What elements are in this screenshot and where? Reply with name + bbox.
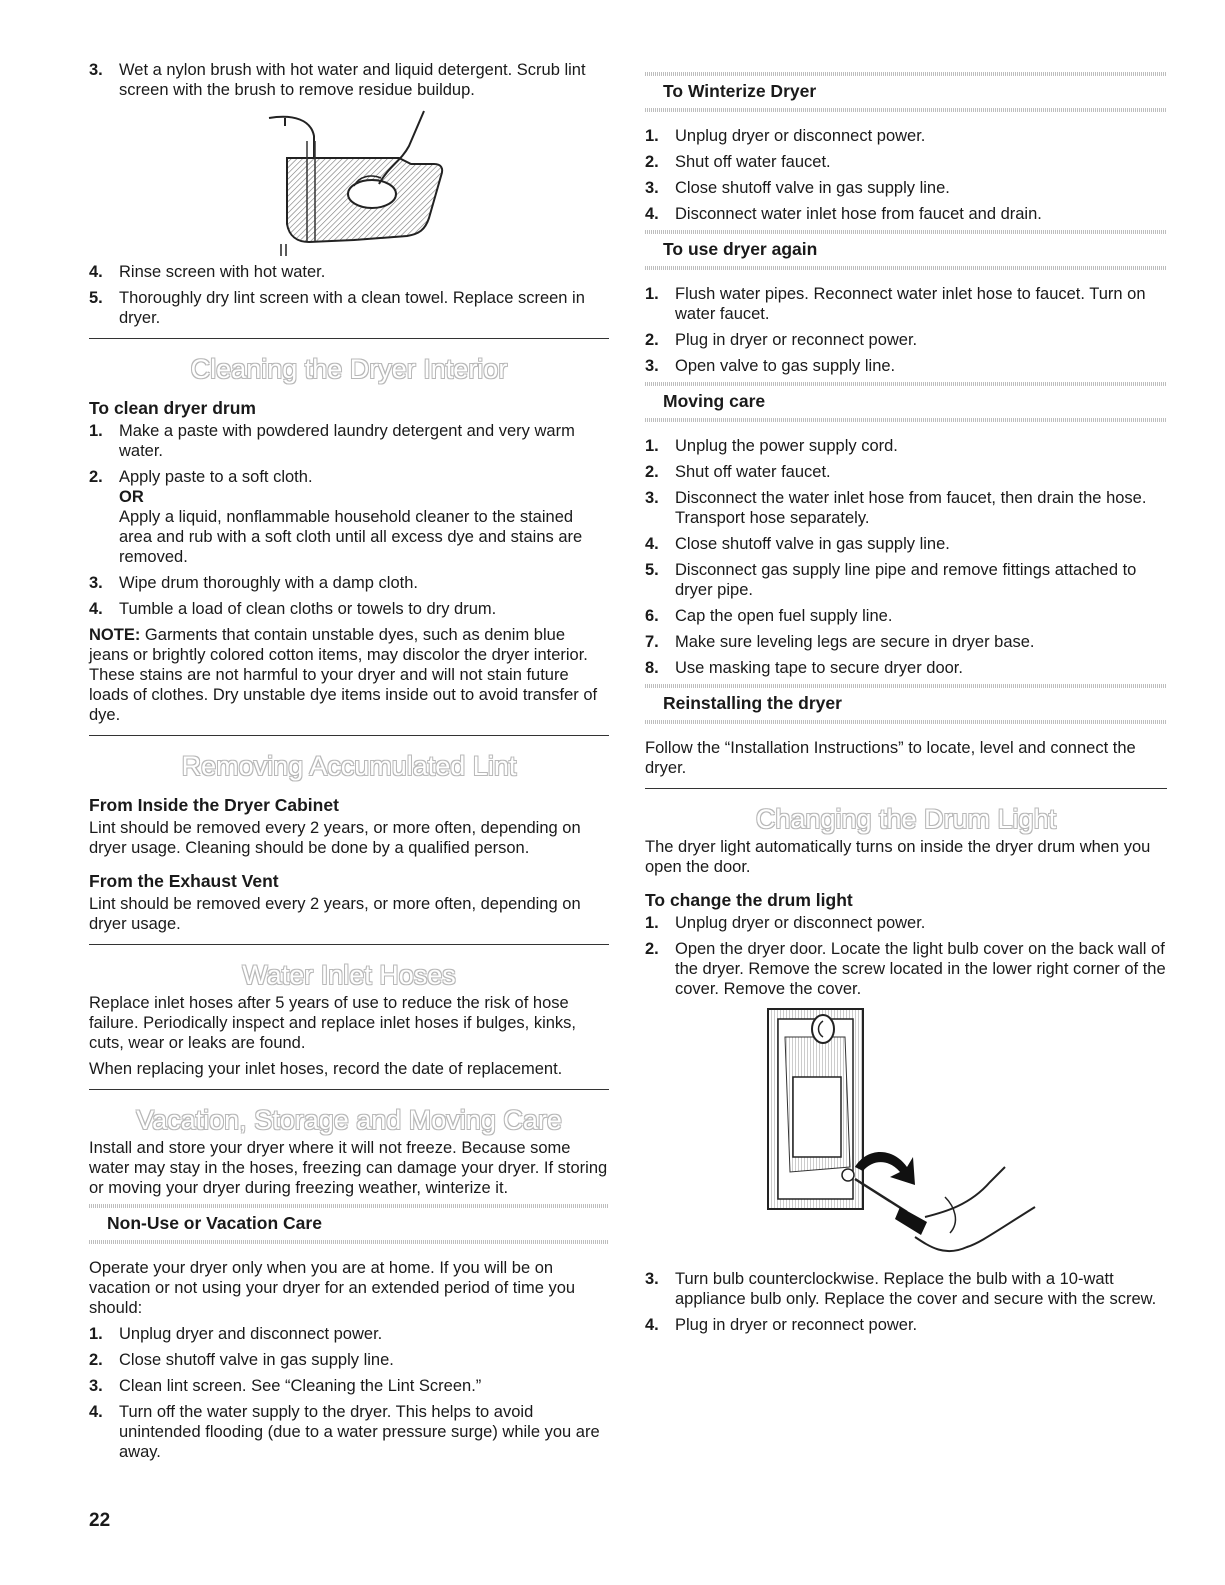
section-divider	[645, 788, 1167, 789]
list-item	[645, 488, 1167, 528]
moving-heading-band	[645, 382, 1167, 422]
step-text: Unplug dryer and disconnect power.	[119, 1325, 383, 1343]
hoses-paragraph-2: When replacing your inlet hoses, record the date of replacement.	[89, 1060, 563, 1078]
page-number: 22	[89, 1510, 111, 1531]
step-number: 1.	[645, 127, 659, 145]
section-title-lint: Removing Accumulated Lint	[181, 751, 517, 781]
section-title-drum-light: Changing the Drum Light	[755, 804, 1057, 834]
list-item	[645, 1315, 1167, 1335]
dotted-rule	[645, 382, 1167, 386]
cabinet-heading: From Inside the Dryer Cabinet	[89, 795, 339, 815]
step-number: 4.	[89, 600, 103, 618]
section-title-hoses: Water Inlet Hoses	[242, 960, 456, 990]
step-number: 2.	[89, 468, 103, 486]
list-item	[89, 1350, 609, 1370]
list-item	[645, 560, 1167, 600]
section-title-cleaning: Cleaning the Dryer Interior	[190, 354, 508, 384]
reinstall-heading: Reinstalling the dryer	[663, 693, 842, 713]
step-text: Rinse screen with hot water.	[119, 263, 326, 281]
step-text: Cap the open fuel supply line.	[675, 607, 893, 625]
step-number: 1.	[645, 914, 659, 932]
change-light-steps-a	[645, 913, 1167, 999]
step-text: Close shutoff valve in gas supply line.	[119, 1351, 394, 1369]
or-label: OR	[119, 488, 144, 506]
step-text: Turn bulb counterclockwise. Replace the bulb with a 10-watt appliance bulb only. Replace the cover and secure with the screw.	[675, 1270, 1157, 1308]
note-paragraph	[89, 625, 609, 725]
step-text: Disconnect the water inlet hose from faucet, then drain the hose. Transport hose separately.	[675, 489, 1147, 527]
section-divider	[89, 338, 609, 339]
step-number: 4.	[89, 1403, 103, 1421]
again-steps	[645, 284, 1167, 376]
list-item	[645, 152, 1167, 172]
drum-light-cover-illustration	[645, 1007, 1167, 1257]
list-item	[89, 467, 609, 567]
list-item	[645, 178, 1167, 198]
section-title-vacation: Vacation, Storage and Moving Care	[136, 1105, 562, 1135]
drum-light-paragraph: The dryer light automatically turns on inside the dryer drum when you open the door.	[645, 838, 1151, 876]
step-number: 2.	[645, 331, 659, 349]
step-text: Tumble a load of clean cloths or towels to dry drum.	[119, 600, 497, 618]
lint-screen-brush-illustration	[89, 106, 609, 256]
dotted-rule	[645, 266, 1167, 270]
list-item	[645, 534, 1167, 554]
moving-steps	[645, 436, 1167, 678]
moving-heading: Moving care	[663, 391, 766, 411]
nonuse-paragraph: Operate your dryer only when you are at home. If you will be on vacation or not using your dryer for an extended period of time you should:	[89, 1259, 576, 1317]
step-number: 1.	[645, 285, 659, 303]
lint-screen-steps-b	[89, 262, 609, 328]
step-text: Clean lint screen. See “Cleaning the Lint Screen.”	[119, 1377, 482, 1395]
step-text: Shut off water faucet.	[675, 153, 831, 171]
step-number: 1.	[645, 437, 659, 455]
step-text: Unplug the power supply cord.	[675, 437, 898, 455]
nonuse-heading: Non-Use or Vacation Care	[107, 1213, 322, 1233]
step-text: Open valve to gas supply line.	[675, 357, 896, 375]
nonuse-heading-band	[89, 1204, 609, 1244]
reinstall-text: Follow the “Installation Instructions” to locate, level and connect the dryer.	[645, 739, 1136, 777]
left-column	[89, 60, 609, 1468]
right-column	[645, 60, 1167, 1341]
step-text: Unplug dryer or disconnect power.	[675, 127, 926, 145]
step-number: 4.	[645, 1316, 659, 1334]
step-number: 3.	[89, 574, 103, 592]
list-item	[89, 60, 609, 100]
dotted-rule	[645, 108, 1167, 112]
step-number: 2.	[645, 153, 659, 171]
list-item	[645, 330, 1167, 350]
reinstall-heading-band	[645, 684, 1167, 724]
step-text: Make a paste with powdered laundry detergent and very warm water.	[119, 422, 575, 460]
exhaust-text: Lint should be removed every 2 years, or more often, depending on dryer usage.	[89, 895, 581, 933]
list-item	[645, 126, 1167, 146]
step-text: Disconnect gas supply line pipe and remove fittings attached to dryer pipe.	[675, 561, 1137, 599]
step-number: 2.	[645, 463, 659, 481]
dotted-rule	[89, 1240, 609, 1244]
step-number: 5.	[645, 561, 659, 579]
lint-screen-steps-a	[89, 60, 609, 100]
dotted-rule	[645, 72, 1167, 76]
light-cover-screwdriver-icon	[645, 1007, 1167, 1257]
step-text: Wet a nylon brush with hot water and liquid detergent. Scrub lint screen with the brush to remove residue buildup.	[119, 61, 586, 99]
step-text: Make sure leveling legs are secure in dryer base.	[675, 633, 1035, 651]
step-number: 1.	[89, 422, 103, 440]
vacation-paragraph: Install and store your dryer where it will not freeze. Because some water may stay in the hoses, freezing can damage your dryer. If storing or moving your dryer during freezing weather, winterize it.	[89, 1139, 608, 1197]
change-light-steps-b	[645, 1269, 1167, 1335]
list-item	[89, 599, 609, 619]
step-number: 5.	[89, 289, 103, 307]
list-item	[89, 421, 609, 461]
step-number: 3.	[645, 1270, 659, 1288]
winterize-steps	[645, 126, 1167, 224]
step-number: 4.	[645, 535, 659, 553]
list-item	[645, 356, 1167, 376]
step-text: Shut off water faucet.	[675, 463, 831, 481]
section-divider	[89, 944, 609, 945]
list-item	[89, 288, 609, 328]
section-divider	[89, 735, 609, 736]
step-number: 3.	[645, 357, 659, 375]
step-alt-text: Apply a liquid, nonflammable household cleaner to the stained area and rub with a soft cloth until all excess dye and stains are removed.	[119, 508, 583, 566]
step-text: Flush water pipes. Reconnect water inlet hose to faucet. Turn on water faucet.	[675, 285, 1146, 323]
step-number: 4.	[89, 263, 103, 281]
again-heading-band	[645, 230, 1167, 270]
section-divider	[89, 1089, 609, 1090]
step-text: Open the dryer door. Locate the light bulb cover on the back wall of the dryer. Remove the screw located in the lower right corner of the cover. Remove the cover.	[675, 940, 1166, 998]
clean-drum-heading: To clean dryer drum	[89, 398, 256, 418]
list-item	[645, 204, 1167, 224]
step-text: Disconnect water inlet hose from faucet and drain.	[675, 205, 1042, 223]
clean-drum-steps	[89, 421, 609, 619]
list-item	[89, 1324, 609, 1344]
step-text: Close shutoff valve in gas supply line.	[675, 179, 950, 197]
list-item	[645, 658, 1167, 678]
step-text: Close shutoff valve in gas supply line.	[675, 535, 950, 553]
dotted-rule	[645, 684, 1167, 688]
step-number: 8.	[645, 659, 659, 677]
winterize-heading: To Winterize Dryer	[663, 81, 817, 101]
step-number: 3.	[89, 61, 103, 79]
list-item	[645, 939, 1167, 999]
step-number: 7.	[645, 633, 659, 651]
list-item	[645, 606, 1167, 626]
step-text: Thoroughly dry lint screen with a clean towel. Replace screen in dryer.	[119, 289, 585, 327]
step-number: 3.	[645, 179, 659, 197]
list-item	[89, 262, 609, 282]
step-text: Unplug dryer or disconnect power.	[675, 914, 926, 932]
dotted-rule	[645, 418, 1167, 422]
list-item	[645, 436, 1167, 456]
step-text: Apply paste to a soft cloth.	[119, 468, 313, 486]
list-item	[645, 462, 1167, 482]
list-item	[645, 1269, 1167, 1309]
change-light-heading: To change the drum light	[645, 890, 853, 910]
step-text: Plug in dryer or reconnect power.	[675, 1316, 918, 1334]
again-heading: To use dryer again	[663, 239, 818, 259]
dotted-rule	[645, 720, 1167, 724]
list-item	[645, 632, 1167, 652]
exhaust-heading: From the Exhaust Vent	[89, 871, 279, 891]
step-text: Use masking tape to secure dryer door.	[675, 659, 963, 677]
step-number: 2.	[645, 940, 659, 958]
list-item	[89, 1376, 609, 1396]
step-number: 3.	[645, 489, 659, 507]
note-text: Garments that contain unstable dyes, such as denim blue jeans or brightly colored cotton items, may discolor the dryer interior. These stains are not harmful to your dryer and will not stain future loads of clothes. Dry unstable dye items inside out to avoid transfer of dye.	[89, 626, 598, 724]
nonuse-steps	[89, 1324, 609, 1462]
step-number: 2.	[89, 1351, 103, 1369]
list-item	[89, 1402, 609, 1462]
winterize-heading-band	[645, 72, 1167, 112]
cabinet-text: Lint should be removed every 2 years, or more often, depending on dryer usage. Cleaning should be done by a qualified person.	[89, 819, 581, 857]
step-text: Wipe drum thoroughly with a damp cloth.	[119, 574, 418, 592]
lint-screen-brush-icon	[89, 106, 609, 256]
dotted-rule	[645, 230, 1167, 234]
step-text: Plug in dryer or reconnect power.	[675, 331, 918, 349]
step-number: 6.	[645, 607, 659, 625]
step-number: 3.	[89, 1377, 103, 1395]
step-text: Turn off the water supply to the dryer. This helps to avoid unintended flooding (due to a water pressure surge) while you are away.	[119, 1403, 600, 1461]
list-item	[645, 913, 1167, 933]
list-item	[89, 573, 609, 593]
step-number: 4.	[645, 205, 659, 223]
step-number: 1.	[89, 1325, 103, 1343]
list-item	[645, 284, 1167, 324]
dotted-rule	[89, 1204, 609, 1208]
note-label: NOTE:	[89, 626, 141, 644]
hoses-paragraph-1: Replace inlet hoses after 5 years of use to reduce the risk of hose failure. Periodically inspect and replace inlet hoses if bulges, kinks, cuts, wear or leaks are found.	[89, 994, 577, 1052]
